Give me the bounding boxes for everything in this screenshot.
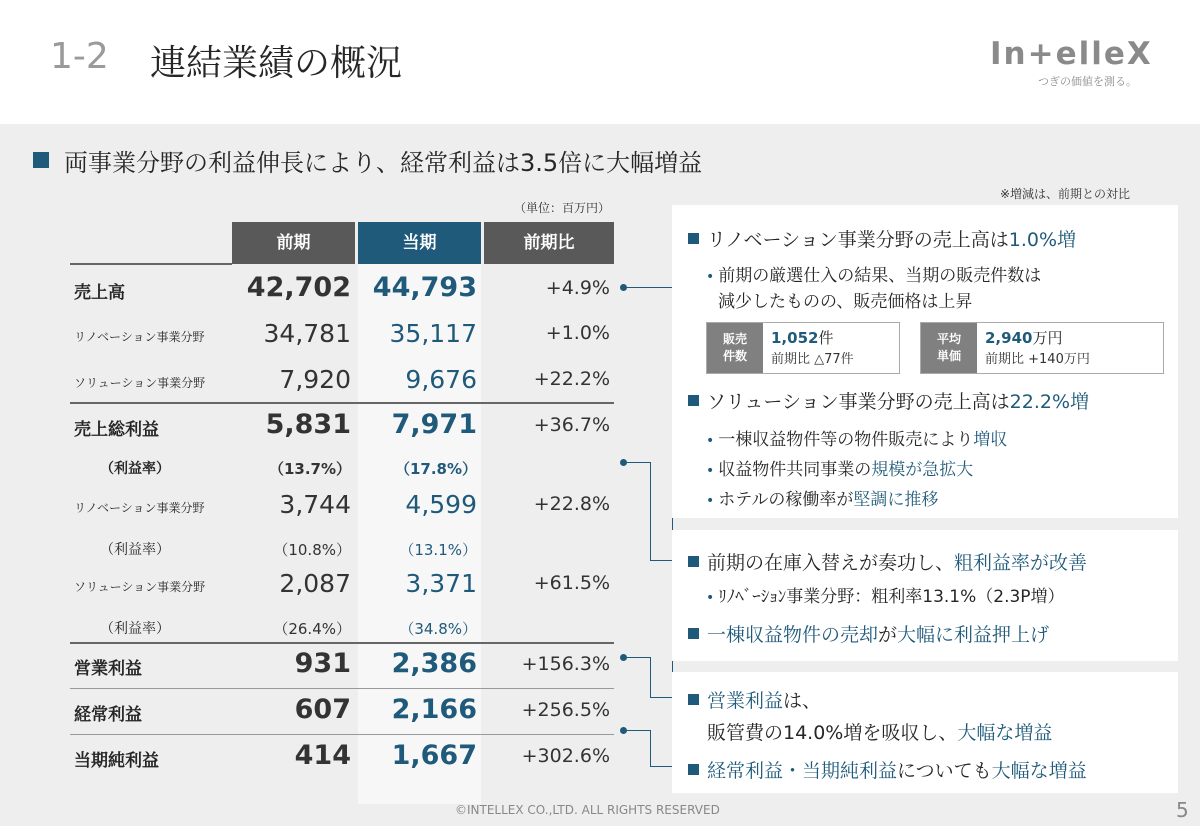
gross-profit-box: [672, 530, 1178, 661]
highlight: 堅調に推移: [853, 490, 939, 510]
text: は、: [783, 690, 822, 712]
cmp-value: +256.5%: [521, 699, 610, 721]
kpi-label: [707, 323, 763, 373]
bullet-line: [718, 287, 972, 312]
cmp-value: +4.9%: [545, 277, 610, 299]
highlight: 営業利益: [707, 690, 784, 712]
kpi-sub: 前期比 +140万円: [985, 352, 1090, 367]
cmp-value: +1.0%: [545, 322, 610, 344]
prev-value: 607: [294, 694, 351, 725]
row-label: （利益率）: [100, 621, 170, 637]
text: 件数: [722, 349, 747, 363]
table-divider: [70, 402, 614, 404]
prev-value: （10.8%）: [273, 541, 351, 559]
prev-value: 7,920: [279, 365, 351, 394]
curr-value: 1,667: [391, 740, 477, 771]
row-label: ソリューション事業分野: [74, 376, 206, 390]
prev-value: 42,702: [246, 272, 351, 303]
text: 前期の在庫入替えが奏功し、: [707, 552, 955, 574]
text: ソリューション事業分野の売上高は: [707, 391, 1010, 413]
highlight: 22.2%増: [1009, 391, 1090, 413]
column-header-curr: 当期: [358, 222, 481, 264]
row-label: ソリューション事業分野: [74, 580, 206, 594]
prev-value: 5,831: [265, 409, 351, 440]
row-label: 営業利益: [74, 659, 142, 679]
curr-value: （13.1%）: [399, 541, 477, 559]
highlight: 粗利益率が改善: [954, 552, 1088, 574]
cmp-value: +22.8%: [533, 493, 610, 515]
solution-heading: [688, 387, 1089, 414]
kpi-value: [771, 327, 833, 348]
slide-subtitle: 両事業分野の利益伸長により、経常利益は3.5倍に大幅増益: [64, 149, 703, 177]
square-bullet-icon: [688, 628, 699, 639]
ordinary-heading: [688, 756, 1087, 783]
row-label: 売上総利益: [74, 420, 159, 440]
highlight: 増収: [973, 430, 1008, 450]
text: 平均: [936, 332, 961, 346]
dot-icon: •: [706, 269, 715, 285]
prev-value: 34,781: [263, 319, 351, 348]
text: ﾘﾉﾍﾞｰｼｮﾝ事業分野：粗利率13.1%（2.3P増）: [718, 587, 1065, 607]
curr-value: （34.8%）: [399, 620, 477, 638]
square-bullet-icon: [688, 764, 699, 775]
square-bullet-icon: [688, 395, 699, 406]
curr-value: 2,386: [391, 648, 477, 679]
slide-header: [0, 0, 1200, 124]
row-label: （利益率）: [100, 461, 170, 477]
connector-line: [650, 766, 672, 767]
connector-line: [624, 730, 650, 731]
connector-line: [624, 462, 650, 463]
highlight: 大幅に利益押上げ: [897, 624, 1050, 646]
bullet-line: [706, 485, 938, 510]
connector-line: [624, 287, 672, 288]
connector-line: [624, 657, 650, 658]
connector-line: [650, 657, 651, 697]
text: 前期の厳選仕入の結果、当期の販売件数は: [718, 266, 1042, 286]
row-label: リノベーション事業分野: [74, 330, 205, 344]
renovation-solution-box: [672, 205, 1178, 518]
bullet-line: [706, 582, 1065, 607]
logo-tagline: つぎの価値を測る。: [1038, 75, 1137, 88]
dot-icon: •: [706, 463, 715, 479]
connector-line: [650, 730, 651, 766]
comparison-note: ※増減は、前期との対比: [1000, 187, 1131, 201]
table-divider: [70, 734, 614, 735]
text: リノベーション事業分野の売上高は: [707, 229, 1009, 251]
square-bullet-icon: [33, 152, 49, 168]
text: 販管費の14.0%増を吸収し、: [707, 722, 958, 744]
text: が: [878, 624, 898, 646]
slide-number: 1-2: [50, 36, 109, 77]
curr-value: （17.8%）: [394, 460, 477, 478]
kpi-average-price: [920, 322, 1164, 374]
square-bullet-icon: [688, 556, 699, 567]
unit-label: （単位：百万円）: [514, 201, 611, 215]
text: 収益物件共同事業の: [718, 460, 872, 480]
renovation-heading: [688, 225, 1076, 252]
row-label: 当期純利益: [74, 751, 159, 771]
bullet-line: [706, 261, 1041, 286]
row-label: リノベーション事業分野: [74, 501, 205, 515]
table-divider: [70, 263, 232, 265]
kpi-sub: 前期比 △77件: [771, 352, 854, 367]
prev-value: 931: [294, 648, 351, 679]
kpi-sales-count: [706, 322, 900, 374]
table-divider: [70, 642, 614, 644]
kpi-value: [985, 327, 1062, 348]
row-label: 経常利益: [74, 705, 142, 725]
dot-icon: •: [706, 433, 715, 449]
curr-value: 7,971: [391, 409, 477, 440]
dot-icon: •: [706, 493, 715, 509]
curr-value: 44,793: [372, 272, 477, 303]
unit: 件: [818, 329, 834, 347]
connector-line: [650, 462, 651, 560]
highlight: 1.0%増: [1008, 229, 1077, 251]
row-label: 売上高: [74, 283, 125, 303]
curr-value: 4,599: [405, 490, 477, 519]
cmp-value: +156.3%: [521, 653, 610, 675]
prev-value: （26.4%）: [273, 620, 351, 638]
row-label: （利益率）: [100, 542, 170, 558]
prev-value: （13.7%）: [268, 460, 351, 478]
operating-profit-box: [672, 672, 1178, 793]
cmp-value: +302.6%: [521, 745, 610, 767]
text: 減少したものの、販売価格は上昇: [718, 292, 973, 312]
curr-value: 2,166: [391, 694, 477, 725]
company-logo: In+elleX: [990, 36, 1153, 72]
value: 2,940: [985, 329, 1033, 347]
highlight: 規模が急拡大: [871, 460, 974, 480]
unit: 万円: [1032, 329, 1063, 347]
text: 販売: [722, 332, 747, 346]
curr-value: 3,371: [405, 569, 477, 598]
square-bullet-icon: [688, 233, 699, 244]
text: についても: [897, 760, 992, 782]
highlight: 大幅な増益: [957, 722, 1053, 744]
page-title: 連結業績の概況: [150, 43, 403, 84]
prev-value: 3,744: [279, 490, 351, 519]
cmp-value: +61.5%: [533, 572, 610, 594]
operating-line: [707, 718, 1052, 745]
dot-icon: •: [706, 590, 715, 606]
text: ホテルの稼働率が: [718, 490, 854, 510]
curr-value: 35,117: [389, 319, 477, 348]
column-header-prev: 前期: [232, 222, 355, 264]
value: 1,052: [771, 329, 819, 347]
highlight: 大幅な増益: [991, 760, 1087, 782]
highlight: 一棟収益物件の売却: [707, 624, 879, 646]
square-bullet-icon: [688, 694, 699, 705]
copyright-footer: ©INTELLEX CO.,LTD. ALL RIGHTS RESERVED: [455, 803, 720, 817]
highlight: 経常利益・当期純利益: [707, 760, 898, 782]
connector-line: [650, 697, 672, 698]
gross-profit-heading: [688, 548, 1087, 575]
prev-value: 2,087: [279, 569, 351, 598]
text: 単価: [936, 349, 961, 363]
kpi-label: [921, 323, 977, 373]
column-header-cmp: 前期比: [484, 222, 614, 264]
table-divider: [70, 688, 614, 689]
cmp-value: +36.7%: [533, 414, 610, 436]
bullet-line: [706, 455, 973, 480]
operating-heading: [688, 686, 821, 713]
prev-value: 414: [294, 740, 351, 771]
bullet-line: [706, 425, 1007, 450]
connector-line: [650, 560, 672, 561]
cmp-value: +22.2%: [533, 368, 610, 390]
page-number: 5: [1176, 798, 1189, 822]
text: 一棟収益物件等の物件販売により: [718, 430, 974, 450]
curr-value: 9,676: [405, 365, 477, 394]
sale-heading: [688, 620, 1049, 647]
